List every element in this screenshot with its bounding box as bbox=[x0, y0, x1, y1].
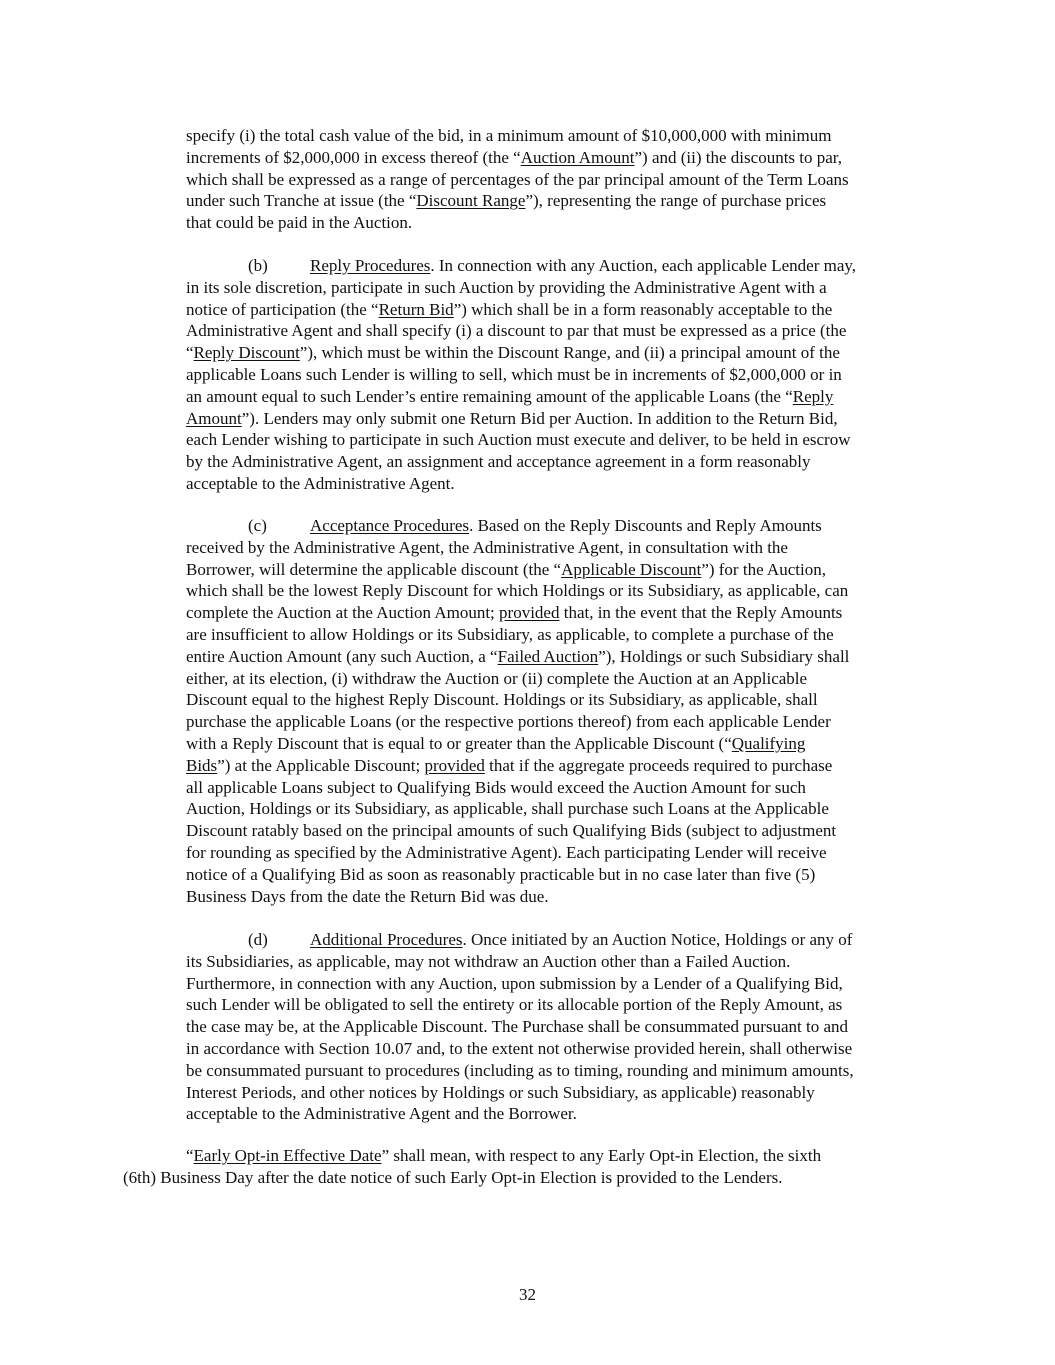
paragraph-b-reply-procedures bbox=[186, 255, 936, 495]
text-line: complete the Auction at the Auction Amount; provided that, in the event that the Reply Amounts bbox=[186, 603, 843, 623]
section-label: (d) bbox=[248, 930, 268, 949]
text-line: its Subsidiaries, as applicable, may not withdraw an Auction other than a Failed Auction. bbox=[186, 951, 791, 971]
defined-term: Amount bbox=[186, 408, 242, 428]
text-line: in accordance with Section 10.07 and, to the extent not otherwise provided herein, shall otherwise bbox=[186, 1038, 853, 1058]
text-line: with a Reply Discount that is equal to or greater than the Applicable Discount (“Qualifying bbox=[186, 733, 806, 753]
text-line: (c) Acceptance Procedures. Based on the Reply Discounts and Reply Amounts bbox=[248, 516, 822, 535]
text-line: under such Tranche at issue (the “Discount Range”), representing the range of purchase prices bbox=[186, 191, 827, 211]
paragraph-intro bbox=[186, 125, 936, 234]
text-line: increments of $2,000,000 in excess thereof (the “Auction Amount”) and (ii) the discounts to par, bbox=[186, 147, 843, 167]
text-line: (d) Additional Procedures. Once initiated by an Auction Notice, Holdings or any of bbox=[248, 930, 853, 949]
text-line: either, at its election, (i) withdraw the Auction or (ii) complete the Auction at an Applicable bbox=[186, 668, 808, 688]
defined-term: Reply Procedures bbox=[310, 256, 431, 275]
text-line: such Lender will be obligated to sell the entirety or its allocable portion of the Reply Amount, as bbox=[186, 995, 843, 1015]
section-label: (b) bbox=[248, 256, 268, 275]
text-line: each Lender wishing to participate in such Auction must execute and deliver, to be held in escrow bbox=[186, 430, 851, 450]
text-line: Bids”) at the Applicable Discount; provided that if the aggregate proceeds required to purchase bbox=[186, 755, 833, 775]
text-line: that could be paid in the Auction. bbox=[186, 213, 413, 233]
defined-term: Applicable Discount bbox=[561, 559, 702, 579]
text-line: Amount”). Lenders may only submit one Return Bid per Auction. In addition to the Return Bid, bbox=[186, 408, 838, 428]
text-line: Discount equal to the highest Reply Discount. Holdings or its Subsidiary, as applicable, shall bbox=[186, 690, 818, 710]
text-line: entire Auction Amount (any such Auction, a “Failed Auction”), Holdings or such Subsidiary shall bbox=[186, 646, 850, 666]
defined-term: provided bbox=[424, 755, 485, 775]
defined-term: Reply bbox=[792, 386, 834, 406]
text-line: Furthermore, in connection with any Auction, upon submission by a Lender of a Qualifying Bid, bbox=[186, 973, 843, 993]
text-line: by the Administrative Agent, an assignment and acceptance agreement in a form reasonably bbox=[186, 452, 811, 472]
text-line: Discount ratably based on the principal amounts of such Qualifying Bids (subject to adjustment bbox=[186, 821, 837, 841]
text-line: Borrower, will determine the applicable discount (the “Applicable Discount”) for the Auction, bbox=[186, 559, 826, 579]
text-line: in its sole discretion, participate in such Auction by providing the Administrative Agent with a bbox=[186, 277, 827, 297]
text-line: be consummated pursuant to procedures (including as to timing, rounding and minimum amounts, bbox=[186, 1060, 854, 1080]
text-line: which shall be the lowest Reply Discount for which Holdings or its Subsidiary, as applicable, can bbox=[186, 581, 849, 601]
text-line: specify (i) the total cash value of the bid, in a minimum amount of $10,000,000 with minimum bbox=[186, 126, 832, 145]
text-line: Business Days from the date the Return Bid was due. bbox=[186, 886, 549, 906]
text-line: purchase the applicable Loans (or the respective portions thereof) from each applicable Lender bbox=[186, 712, 831, 732]
text-line: for rounding as specified by the Administrative Agent). Each participating Lender will receive bbox=[186, 842, 827, 862]
text-line: are insufficient to allow Holdings or its Subsidiary, as applicable, to complete a purchase of the bbox=[186, 624, 834, 644]
text-line: (6th) Business Day after the date notice of such Early Opt-in Election is provided to the Lenders. bbox=[123, 1167, 783, 1187]
defined-term: Additional Procedures bbox=[310, 930, 463, 949]
defined-term: Discount Range bbox=[416, 191, 526, 211]
text-line: the case may be, at the Applicable Discount. The Purchase shall be consummated pursuant to and bbox=[186, 1017, 849, 1037]
defined-term: Auction Amount bbox=[520, 147, 635, 167]
text-line: Auction, Holdings or its Subsidiary, as applicable, shall purchase such Loans at the Applicable bbox=[186, 799, 829, 819]
text-line: “Early Opt-in Effective Date” shall mean, with respect to any Early Opt-in Election, the sixth bbox=[186, 1146, 822, 1165]
text-line: all applicable Loans subject to Qualifying Bids would exceed the Auction Amount for such bbox=[186, 777, 806, 797]
text-line: acceptable to the Administrative Agent and the Borrower. bbox=[186, 1104, 577, 1124]
text-line: received by the Administrative Agent, the Administrative Agent, in consultation with the bbox=[186, 537, 788, 557]
defined-term: Reply Discount bbox=[193, 343, 300, 363]
text-line: notice of participation (the “Return Bid”) which shall be in a form reasonably acceptable to the bbox=[186, 299, 833, 319]
page-number: 32 bbox=[519, 1285, 536, 1304]
defined-term: provided bbox=[499, 603, 560, 623]
text-line: (b) Reply Procedures. In connection with any Auction, each applicable Lender may, bbox=[248, 256, 857, 275]
defined-term: Return Bid bbox=[378, 299, 454, 319]
text-line: an amount equal to such Lender’s entire remaining amount of the applicable Loans (the “Reply bbox=[186, 386, 834, 406]
text-line: Interest Periods, and other notices by Holdings or such Subsidiary, as applicable) reasonably bbox=[186, 1082, 815, 1102]
text-line: notice of a Qualifying Bid as soon as reasonably practicable but in no case later than five (5) bbox=[186, 864, 816, 884]
text-line: Administrative Agent and shall specify (i) a discount to par that must be expressed as a price (the bbox=[186, 321, 847, 341]
paragraph-c-acceptance-procedures bbox=[186, 515, 936, 907]
defined-term: Early Opt-in Effective Date bbox=[193, 1146, 382, 1165]
defined-term: Acceptance Procedures bbox=[310, 516, 470, 535]
text-line: “Reply Discount”), which must be within the Discount Range, and (ii) a principal amount of the bbox=[186, 343, 840, 363]
section-label: (c) bbox=[248, 516, 267, 535]
text-line: applicable Loans such Lender is willing to sell, which must be in increments of $2,000,000 or in bbox=[186, 364, 842, 384]
defined-term: Failed Auction bbox=[497, 646, 599, 666]
definition-early-opt-in-effective-date bbox=[123, 1145, 943, 1189]
text-line: acceptable to the Administrative Agent. bbox=[186, 473, 455, 493]
defined-term: Bids bbox=[186, 755, 218, 775]
paragraph-d-additional-procedures bbox=[186, 929, 936, 1125]
text-line: which shall be expressed as a range of percentages of the par principal amount of the Term Loans bbox=[186, 169, 849, 189]
defined-term: Qualifying bbox=[731, 733, 806, 753]
